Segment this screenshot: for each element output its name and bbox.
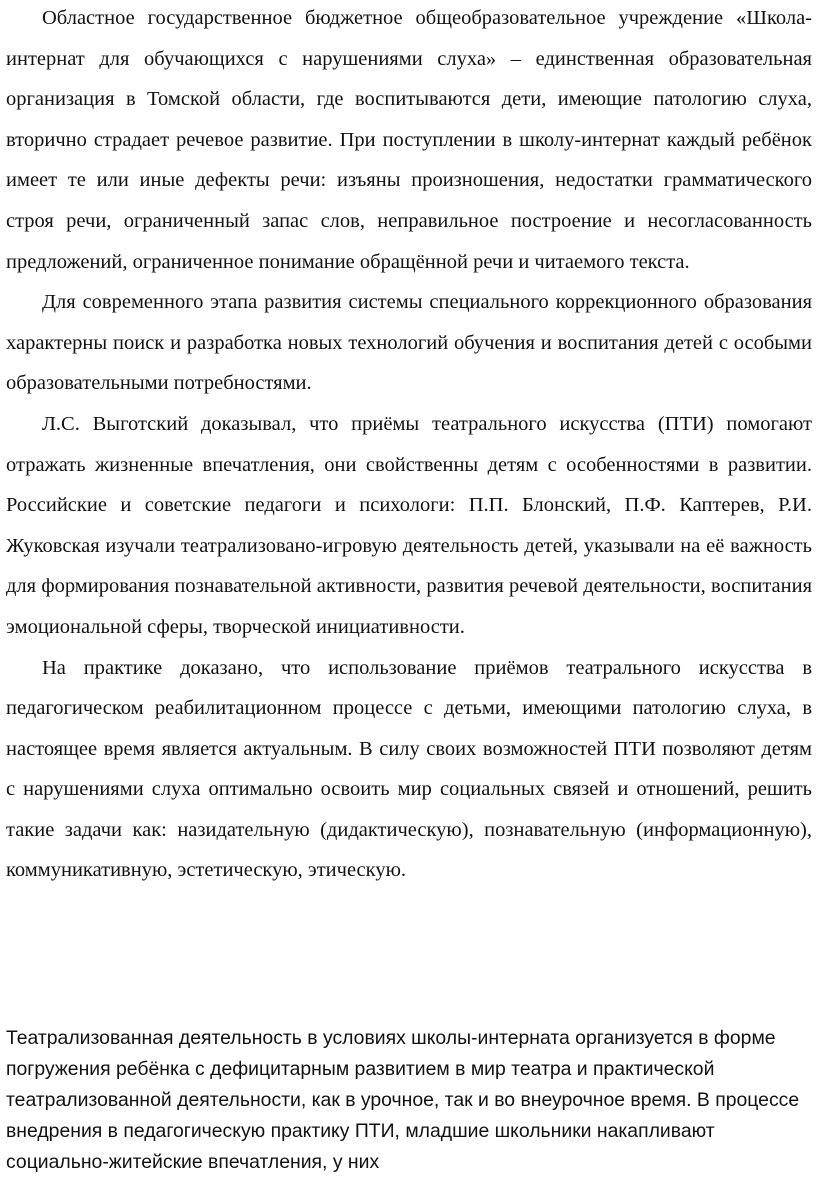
paragraph-vygotsky: Л.С. Выготский доказывал, что приёмы театрального искусства (ПТИ) помогают отражать жизненные впечатления, они свойственны детям с особенностями в развитии. Российские и советские педагоги и психологи: П.П. Блонский, П.Ф. Каптерев, Р.И. Жуковская изучали театрализовано-игровую деятельность детей, указывали на её важность для формирования познавательной активности, развития речевой деятельности, воспитания эмоциональной сферы, творческой инициативности. [6, 412, 812, 638]
main-text [6, 0, 812, 891]
paragraph-practice: На практике доказано, что использование приёмов театрального искусства в педагогическом реабилитационном процессе с детьми, имеющими патологию слуха, в настоящее время является актуальным. В силу своих возможностей ПТИ позволяют детям с нарушениями слуха оптимально освоить мир социальных связей и отношений, решить такие задачи как: назидательную (дидактическую), познавательную (информационную), коммуникативную, эстетическую, этическую. [6, 656, 812, 882]
paragraph-modern-stage: Для современного этапа развития системы специального коррекционного образования характерны поиск и разработка новых технологий обучения и воспитания детей с особыми образовательными потребностями. [6, 291, 812, 395]
paragraph-intro: Областное государственное бюджетное общеобразовательное учреждение «Школа-интернат для обучающихся с нарушениями слуха» – единственная образовательная организация в Томской области, где воспитываются дети, имеющие патологию слуха, вторично страдает речевое развитие. При поступлении в школу-интернат каждый ребёнок имеет те или иные дефекты речи: изъяны произношения, недостатки грамматического строя речи, ограниченный запас слов, неправильное построение и несогласованность предложений, ограниченное понимание обращённой речи и читаемого текста. [6, 7, 812, 273]
paragraph-theatrical-activity: Театрализованная деятельность в условиях школы-интерната организуется в форме погружения ребёнка с дефицитарным развитием в мир театра и практической театрализованной деятельности, как в урочное, так и во внеурочное время. В процессе внедрения в педагогическую практику ПТИ, младшие школьники накапливают социально-житейские впечатления, у них [6, 1027, 800, 1173]
